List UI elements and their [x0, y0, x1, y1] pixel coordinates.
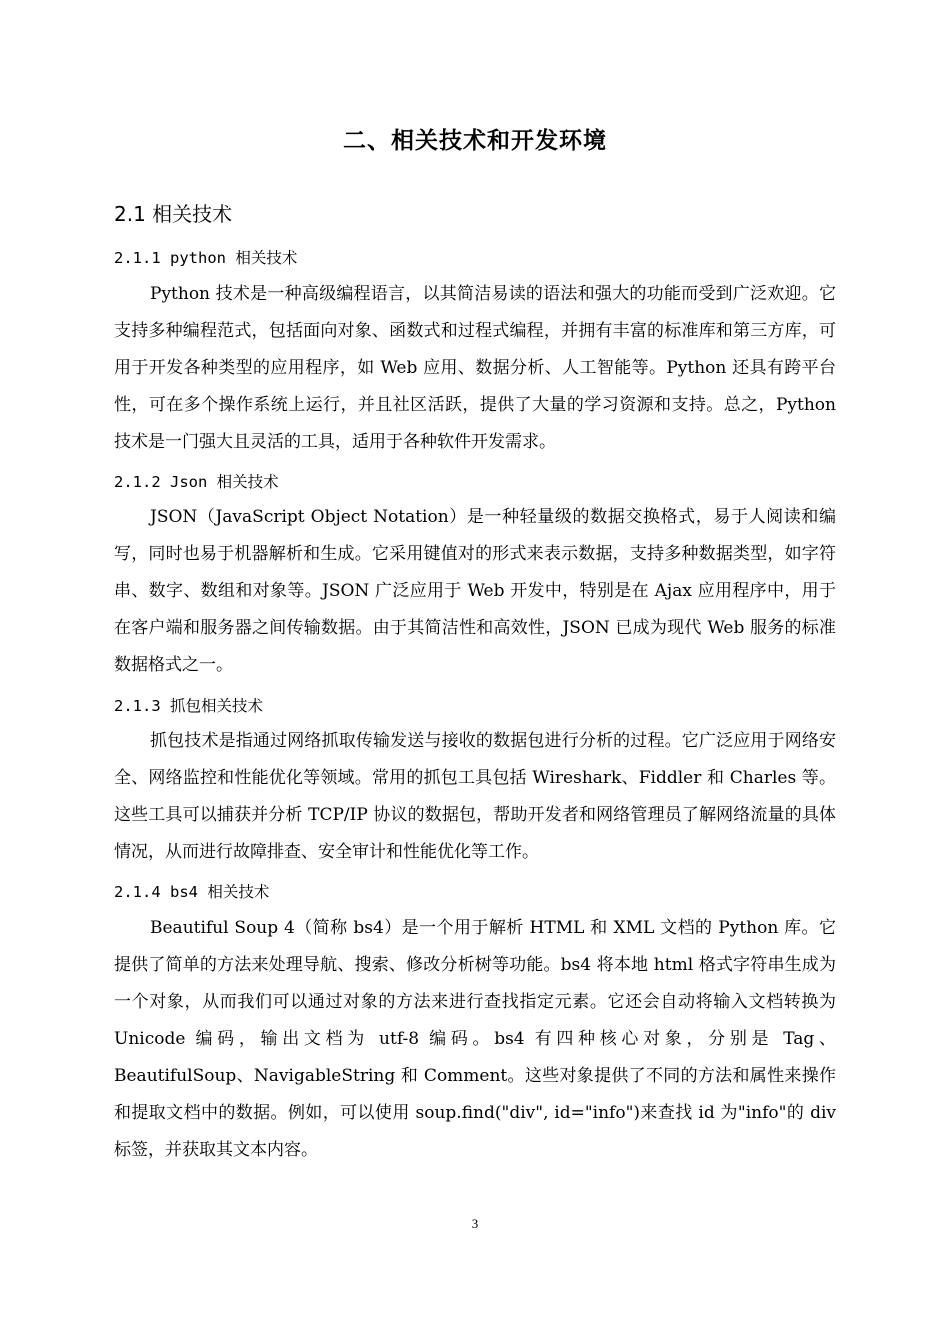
paragraph-python: Python 技术是一种高级编程语言，以其简洁易读的语法和强大的功能而受到广泛欢迎。它支持多种编程范式，包括面向对象、函数式和过程式编程，并拥有丰富的标准库和第三方库，可用于开发各种类型的应用程序，如 Web 应用、数据分析、人工智能等。Python 还具有跨平台性，可在多个操作系统上运行，并且社区活跃，提供了大量的学习资源和支持。总之，Python 技术是一门强大且灵活的工具，适用于各种软件开发需求。	[114, 284, 836, 452]
paragraph-json: JSON（JavaScript Object Notation）是一种轻量级的数据交换格式，易于人阅读和编写，同时也易于机器解析和生成。它采用键值对的形式来表示数据，支持多种数据类型，如字符串、数字、数组和对象等。JSON 广泛应用于 Web 开发中，特别是在 Ajax 应用程序中，用于在客户端和服务器之间传输数据。由于其简洁性和高效性，JSON 已成为现代 Web 服务的标准数据格式之一。	[114, 507, 836, 675]
subsection-heading-bs4: 2.1.4 bs4 相关技术	[114, 883, 270, 901]
subsection-heading-json: 2.1.2 Json 相关技术	[114, 473, 279, 491]
subsection-heading-packet-capture: 2.1.3 抓包相关技术	[114, 697, 263, 715]
paragraph-packet-capture: 抓包技术是指通过网络抓取传输发送与接收的数据包进行分析的过程。它广泛应用于网络安全、网络监控和性能优化等领域。常用的抓包工具包括 Wireshark、Fiddler 和 Charles 等。这些工具可以捕获并分析 TCP/IP 协议的数据包，帮助开发者和网络管理员了解网络流量的具体情况，从而进行故障排查、安全审计和性能优化等工作。	[114, 731, 836, 862]
chapter-title: 二、相关技术和开发环境	[343, 128, 607, 154]
section-heading: 2.1 相关技术	[114, 202, 233, 226]
page-number: 3	[471, 1216, 479, 1231]
paragraph-bs4: Beautiful Soup 4（简称 bs4）是一个用于解析 HTML 和 XML 文档的 Python 库。它提供了简单的方法来处理导航、搜索、修改分析树等功能。bs4 将本地 html 格式字符串生成为一个对象，从而我们可以通过对象的方法来进行查找指定元素。它还会自动将输入文档转换为 Unicode 编码，输出文档为 utf-8 编码。bs4 有四种核心对象，分别是 Tag、BeautifulSoup、NavigableString 和 Comment。这些对象提供了不同的方法和属性来操作和提取文档中的数据。例如，可以使用 soup.find("div", id="info")来查找 id 为"info"的 div 标签，并获取其文本内容。	[114, 918, 836, 1160]
subsection-heading-python: 2.1.1 python 相关技术	[114, 249, 298, 267]
